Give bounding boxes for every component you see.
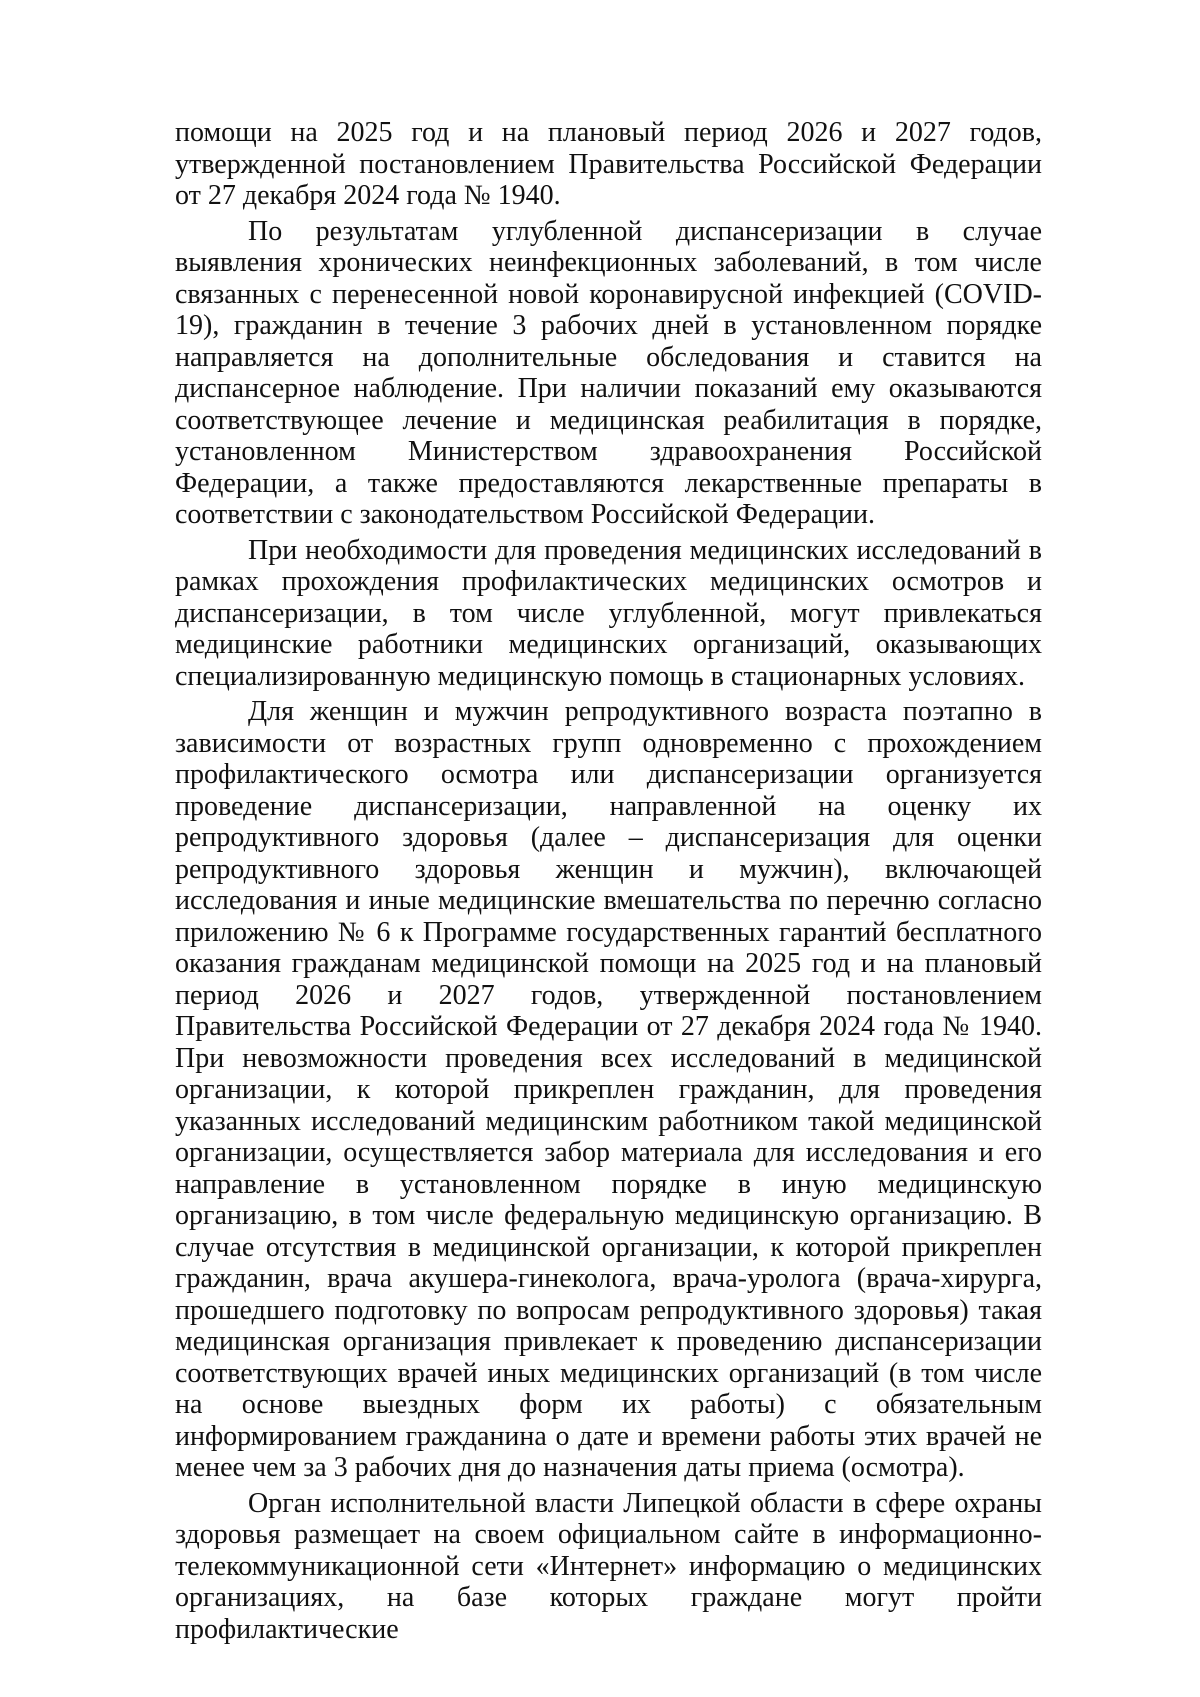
paragraph-continuation: помощи на 2025 год и на плановый период 2026 и 2027 годов, утвержденной постановлением Правительства Российской Федерации от 27 декабря 2024 года № 1940.: [175, 117, 1042, 211]
paragraph-medical-workers-involvement: При необходимости для проведения медицинских исследований в рамках прохождения профилактических медицинских осмотров и диспансеризации, в том числе углубленной, могут привлекаться медицинские работники медицинских организаций, оказывающих специализированную медицинскую помощь в стационарных условиях.: [175, 534, 1042, 692]
document-body: [175, 117, 1042, 1649]
paragraph-reproductive-health-screening: Для женщин и мужчин репродуктивного возраста поэтапно в зависимости от возрастных групп одновременно с прохождением профилактического осмотра или диспансеризации организуется проведение диспансеризации, направленной на оценку их репродуктивного здоровья (далее – диспансеризация для оценки репродуктивного здоровья женщин и мужчин), включающей исследования и иные медицинские вмешательства по перечню согласно приложению № 6 к Программе государственных гарантий бесплатного оказания гражданам медицинской помощи на 2025 год и на плановый период 2026 и 2027 годов, утвержденной постановлением Правительства Российской Федерации от 27 декабря 2024 года № 1940. При невозможности проведения всех исследований в медицинской организации, к которой прикреплен гражданин, для проведения указанных исследований медицинским работником такой медицинской организации, осуществляется забор материала для исследования и его направление в установленном порядке в иную медицинскую организацию, в том числе федеральную медицинскую организацию. В случае отсутствия в медицинской организации, к которой прикреплен гражданин, врача акушера-гинеколога, врача-уролога (врача-хирурга, прошедшего подготовку по вопросам репродуктивного здоровья) такая медицинская организация привлекает к проведению диспансеризации соответствующих врачей иных медицинских организаций (в том числе на основе выездных форм их работы) с обязательным информированием гражданина о дате и времени работы этих врачей не менее чем за 3 рабочих дня до назначения даты приема (осмотра).: [175, 696, 1042, 1483]
paragraph-in-depth-screening-results: По результатам углубленной диспансеризации в случае выявления хронических неинфекционных заболеваний, в том числе связанных с перенесенной новой коронавирусной инфекцией (COVID-19), гражданин в течение 3 рабочих дней в установленном порядке направляется на дополнительные обследования и ставится на диспансерное наблюдение. При наличии показаний ему оказываются соответствующее лечение и медицинская реабилитация в порядке, установленном Министерством здравоохранения Российской Федерации, а также предоставляются лекарственные препараты в соответствии с законодательством Российской Федерации.: [175, 215, 1042, 530]
paragraph-lipetsk-health-authority: Орган исполнительной власти Липецкой области в сфере охраны здоровья размещает на своем официальном сайте в информационно-телекоммуникационной сети «Интернет» информацию о медицинских организациях, на базе которых граждане могут пройти профилактические: [175, 1487, 1042, 1645]
